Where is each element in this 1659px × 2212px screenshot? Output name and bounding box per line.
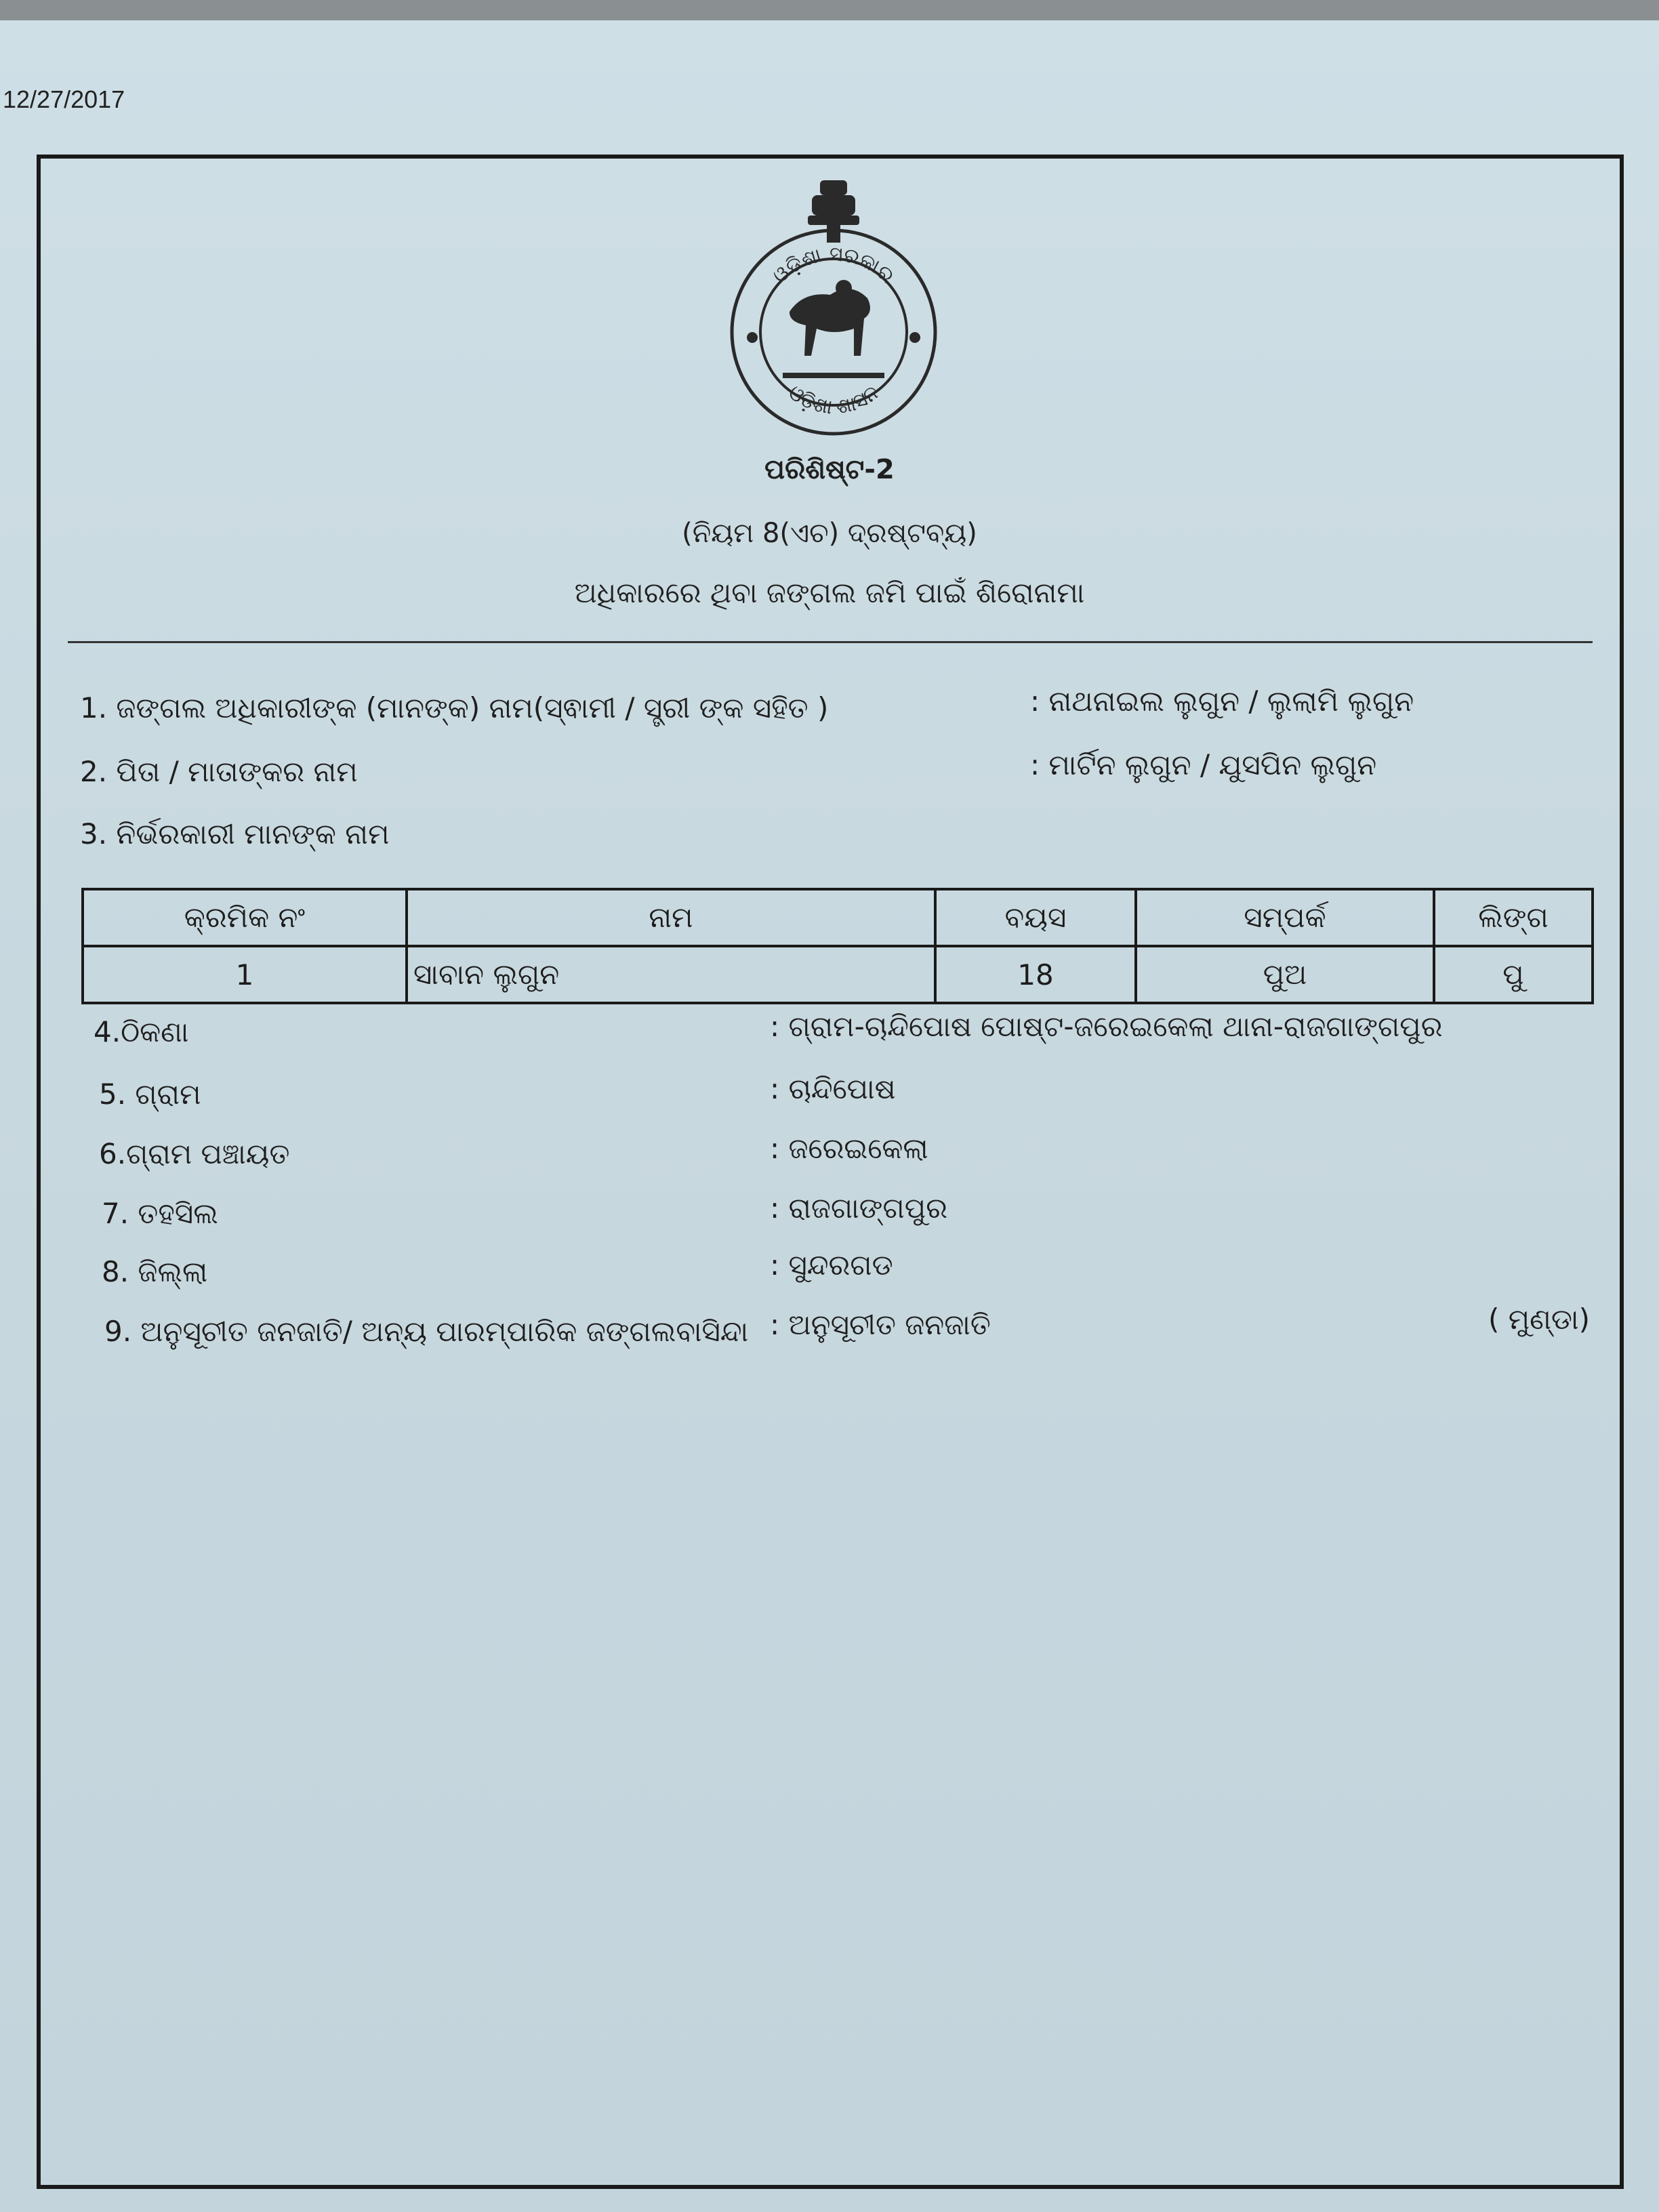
emblem-bottom-text: ଓଡ଼ିଶା ଶାସନ: [783, 380, 884, 419]
emblem-top-text: ଓଡ଼ିଶା ସରକାର: [768, 242, 899, 289]
field-5-value: : ଚାନ୍ଦିପୋଷ: [770, 1072, 896, 1105]
field-9-label: 9. ଅନୁସୂଚୀତ ଜନଜାତି/ ଅନ୍ୟ ପାରମ୍ପାରିକ ଜଙ୍ଗଲବାସିନ୍ଦା: [104, 1315, 749, 1348]
svg-text:ଓଡ଼ିଶା ଶାସନ: [783, 381, 884, 419]
field-4-label: 4.ଠିକଣା: [94, 1015, 189, 1048]
svg-text:ଓଡ଼ିଶା ସରକାର: [768, 243, 899, 289]
odisha-government-emblem-icon: [725, 176, 942, 441]
field-1-value: : ନାଥନାଇଲ ଲୁଗୁନ / ଲୁଲାମି ଲୁଗୁନ: [1030, 684, 1414, 718]
cell-relation: ପୁଅ: [1136, 946, 1434, 1003]
document-title: ପରିଶିଷ୍ଟ-2: [764, 454, 895, 485]
field-3-label: 3. ନିର୍ଭରକାରୀ ମାନଙ୍କ ନାମ: [80, 817, 390, 851]
table-header-name: ନାମ: [407, 889, 935, 946]
table-header-relation: ସମ୍ପର୍କ: [1136, 889, 1434, 946]
field-6-label: 6.ଗ୍ରାମ ପଞ୍ଚାୟତ: [99, 1137, 290, 1170]
document-heading: ଅଧିକାରରେ ଥିବା ଜଙ୍ଗଲ ଜମି ପାଇଁ ଶିରୋନାମା: [574, 576, 1085, 609]
field-8-value: : ସୁନ୍ଦରଗଡ: [770, 1248, 893, 1282]
table-header-gender: ଲିଙ୍ଗ: [1434, 889, 1593, 946]
print-date: 12/27/2017: [3, 85, 125, 113]
field-9-value: : ଅନୁସୂଚୀତ ଜନଜାତି: [770, 1308, 991, 1341]
header-divider: [68, 641, 1593, 643]
cell-gender: ପୁ: [1434, 946, 1593, 1003]
dependents-table: [81, 888, 1594, 1004]
field-7-label: 7. ତହସିଲ: [102, 1197, 218, 1230]
field-5-label: 5. ଗ୍ରାମ: [99, 1078, 201, 1111]
field-2-label: 2. ପିତା / ମାତାଙ୍କର ନାମ: [80, 755, 358, 788]
field-2-value: : ମାର୍ଟିନ ଲୁଗୁନ / ଯୁସପିନ ଲୁଗୁନ: [1030, 748, 1377, 781]
field-7-value: : ରାଜଗାଙ୍ଗପୁର: [770, 1191, 948, 1225]
cell-age: 18: [935, 946, 1136, 1003]
table-row: [83, 946, 1593, 1003]
document-subtitle: (ନିୟମ 8(ଏଚ) ଦ୍ରଷ୍ଟବ୍ୟ): [682, 518, 977, 549]
cell-name: ସାବାନ ଲୁଗୁନ: [407, 946, 935, 1003]
field-1-label: 1. ଜଙ୍ଗଲ ଅଧିକାରୀଙ୍କ (ମାନଙ୍କ) ନାମ(ସ୍ଵାମୀ / ସ୍ତ୍ରୀ ଙ୍କ ସହିତ ): [80, 691, 829, 724]
table-header-age: ବୟସ: [935, 889, 1136, 946]
document-sheet: [0, 20, 1659, 2212]
cell-serial: 1: [83, 946, 407, 1003]
tribe-note: ( ମୁଣ୍ଡା): [1488, 1303, 1590, 1336]
field-8-label: 8. ଜିଲ୍ଲା: [102, 1255, 208, 1288]
field-4-value: : ଗ୍ରାମ-ଚାନ୍ଦିପୋଷ ପୋଷ୍ଟ-ଜରେଇକେଲା ଥାନା-ରାଜଗାଙ୍ଗପୁର: [770, 1010, 1443, 1043]
table-header-serial: କ୍ରମିକ ନଂ: [83, 889, 407, 946]
field-6-value: : ଜରେଇକେଲା: [770, 1132, 928, 1165]
table-header-row: [83, 889, 1593, 946]
